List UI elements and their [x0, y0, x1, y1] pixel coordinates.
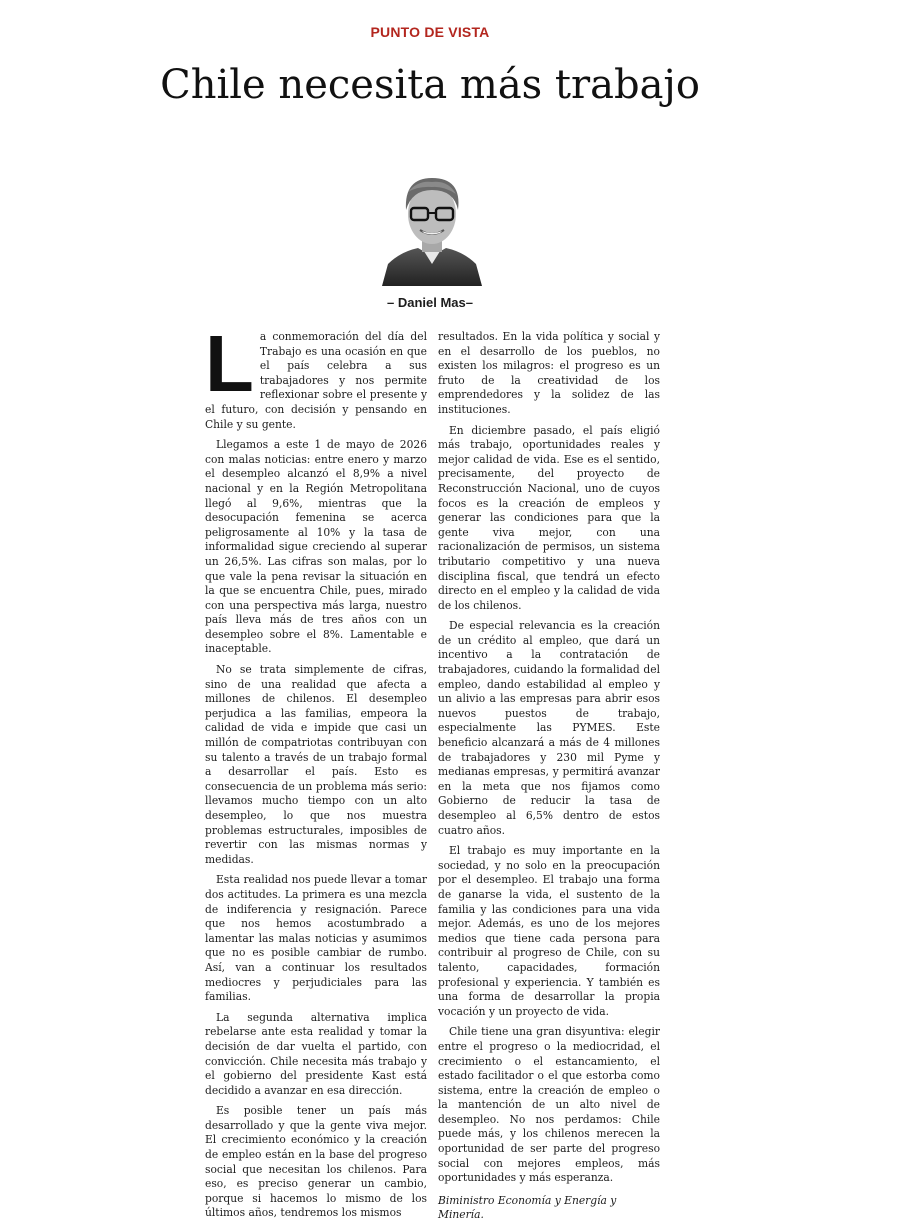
- paragraph: resultados. En la vida política y social y en el desarrollo de los pueblos, no existen los milagros: el progreso es un fruto de la creatividad de los emprendedores y la solidez de las instituciones.: [438, 330, 660, 416]
- article-column-right: [438, 330, 660, 1229]
- author-portrait-icon: [378, 168, 486, 286]
- paragraph: Esta realidad nos puede llevar a tomar dos actitudes. La primera es una mezcla de indiferencia y resignación. Parece que nos hemos acostumbrado a lamentar las malas noticias y asumimos que no es posible cambiar de rumbo. Así, van a continuar los resultados mediocres y perjudiciales para las familias.: [205, 873, 427, 1004]
- paragraph: No se trata simplemente de cifras, sino de una realidad que afecta a millones de chilenos. El desempleo perjudica a las familias, empeora la calidad de vida e impide que casi un millón de compatriotas contribuyan con su talento a través de un trabajo formal a desarrollar el país. Esto es consecuencia de un problema más serio: llevamos mucho tiempo con un alto desempleo, lo que nos muestra problemas estructurales, imposibles de revertir con las mismas normas y medidas.: [205, 663, 427, 866]
- section-label: PUNTO DE VISTA: [370, 24, 490, 40]
- paragraph: De especial relevancia es la creación de un crédito al empleo, que dará un incentivo a la contratación de trabajadores, cuidando la formalidad del empleo, dando estabilidad al empleo y un alivio a las empresas para abrir esos nuevos puestos de trabajo, especialmente las PYMES. Este beneficio alcanzará a más de 4 millones de trabajadores y 230 mil Pyme y medianas empresas, y permitirá avanzar en la meta que nos fijamos como Gobierno de reducir la tasa de desempleo al 6,5% dentro de estos cuatro años.: [438, 619, 660, 837]
- headline: Chile necesita más trabajo: [160, 62, 700, 108]
- paragraph: Es posible tener un país más desarrollado y que la gente viva mejor. El crecimiento económico y la creación de empleo están en la base del progreso social que necesitan los chilenos. Para eso, es preciso generar un cambio, porque si hacemos lo mismo de los últimos años, tendremos los mismos: [205, 1104, 427, 1220]
- author-byline: – Daniel Mas–: [387, 295, 473, 310]
- drop-cap: L: [205, 319, 254, 408]
- paragraph: El trabajo es muy importante en la sociedad, y no solo en la preocupación por el desempleo. El trabajo una forma de ganarse la vida, el sustento de la familia y las condiciones para una vida mejor. Además, es uno de los mejores medios que tiene cada persona para contribuir al progreso de Chile, con su talento, capacidades, formación profesional y experiencia. Y también es una forma de desarrollar la propia vocación y un proyecto de vida.: [438, 844, 660, 1018]
- paragraph: Llegamos a este 1 de mayo de 2026 con malas noticias: entre enero y marzo el desempleo alcanzó el 8,9% a nivel nacional y en la Región Metropolitana llegó al 9,6%, mientras que la desocupación femenina se acerca peligrosamente al 10% y la tasa de informalidad sigue creciendo al superar un 26,5%. Las cifras son malas, por lo que vale la pena revisar la situación en la que se encuentra Chile, pues, mirado con una perspectiva más larga, nuestro país lleva más de tres años con un desempleo sobre el 8%. Lamentable e inaceptable.: [205, 438, 427, 656]
- paragraph: La conmemoración del día del Trabajo es una ocasión en que el país celebra a sus trabajadores y nos permite reflexionar sobre el presente y el futuro, con decisión y pensando en Chile y su gente.: [205, 319, 427, 431]
- author-signature: Biministro Economía y Energía y Minería.: [438, 1193, 617, 1222]
- paragraph: En diciembre pasado, el país eligió más trabajo, oportunidades reales y mejor calidad de vida. Ese es el sentido, precisamente, del proyecto de Reconstrucción Nacional, uno de cuyos focos es la creación de empleos y generar las condiciones para que la gente viva mejor, con una racionalización de permisos, un sistema tributario competitivo y una nueva disciplina fiscal, que tendrá un efecto directo en el empleo y la calidad de vida de los chilenos.: [438, 423, 660, 612]
- article-column-left: [205, 319, 427, 1227]
- paragraph: Chile tiene una gran disyuntiva: elegir entre el progreso o la mediocridad, el crecimiento o el estancamiento, el estado facilitador o el que estorba como sistema, entre la creación de empleo o la mantención de un alto nivel de desempleo. No nos perdamos: Chile puede más, y los chilenos merecen la oportunidad de ser parte del progreso social con mejores empleos, más oportunidades y más esperanza.: [438, 1025, 660, 1185]
- paragraph: La segunda alternativa implica rebelarse ante esta realidad y tomar la decisión de dar vuelta el partido, con convicción. Chile necesita más trabajo y el gobierno del presidente Kast está decidido a avanzar en esa dirección.: [205, 1010, 427, 1097]
